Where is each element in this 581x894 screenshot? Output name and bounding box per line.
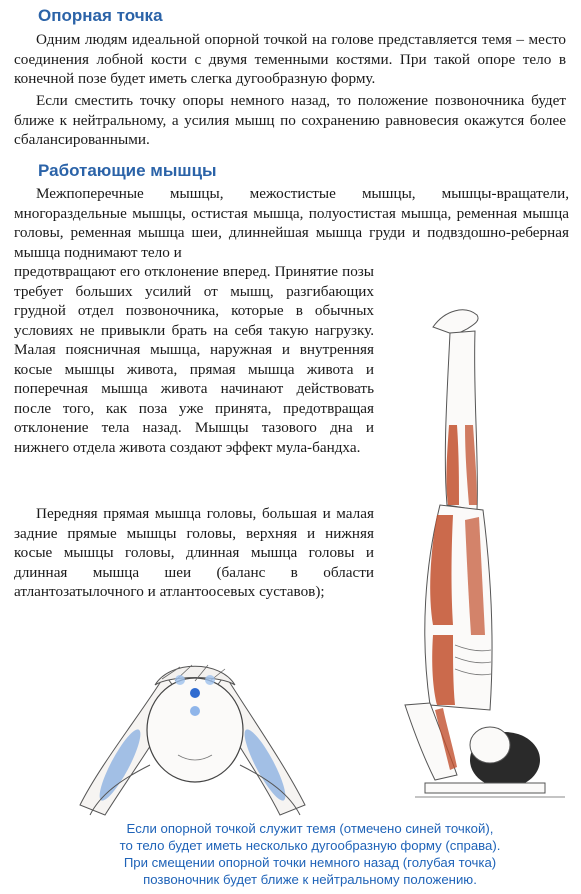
rear-point-light	[190, 706, 200, 716]
head-profile	[470, 727, 510, 763]
headstand-figure-illustration	[395, 305, 580, 815]
back-muscles-lower	[432, 635, 455, 705]
section-heading-support-point: Опорная точка	[38, 6, 163, 25]
paragraph-muscles-1-narrow: предотвращают его отклонение вперед. Принятие позы требует больших усилий от мышц, разгибающих грудной отдел позвоночника, которые в обычных условиях не привыкли брать на себя такую нагрузку. Малая поясничная мышца, наружная и внутренняя косые мышцы живота, прямая мышца живота и поперечная мышца живота начинают действовать после того, как поза уже принята, предотвращая отклонение тела назад. Мышцы тазового дна и нижнего отдела живота создают эффект мула-бандха.	[14, 263, 374, 456]
hand-highlight-right	[205, 675, 215, 685]
paragraph-support-point-2: Если сместить точку опоры немного назад, то положение позвоночника будет ближе к нейтральному, а усилия мышц по сохранению равновесия окажутся более сбалансированными.	[14, 92, 566, 148]
paragraph-support-point-1: Одним людям идеальной опорной точкой на голове представляется темя – место соединения лобной кости с двумя теменными костями. При такой опоре тело в конечной позе будет иметь слегка дугообразную форму.	[14, 31, 566, 87]
crown-point-dark	[190, 688, 200, 698]
head-support-illustration	[60, 655, 330, 820]
left-forearm-highlight	[93, 725, 146, 804]
section-heading-working-muscles: Работающие мышцы	[38, 161, 217, 180]
paragraph-muscles-2: Передняя прямая мышца головы, большая и малая задние прямые мышцы головы, верхняя и нижняя косые мышцы головы, длинная мышца головы и длинная мышца шеи (баланс в области атлантозатылочного и атлантоосевых суставов);	[14, 505, 374, 600]
leg-muscle-left	[446, 425, 459, 505]
hand-highlight-left	[175, 675, 185, 685]
figure-caption: Если опорной точкой служит темя (отмечено синей точкой), то тело будет иметь несколько дугообразную форму (справа). При смещении опорной точки немного назад (голубая точка) позвоночник будет ближе к нейтральному положению.	[119, 821, 501, 887]
forearm-floor	[425, 783, 545, 793]
paragraph-muscles-1-wide: Межпоперечные мышцы, межостистые мышцы, мышцы-вращатели, многораздельные мышцы, остистая мышца, полуостистая мышца, ременная мышца головы, ременная мышца шеи, длиннейшая мышца груди и подвздошно-реберная мышца поднимают тело и	[14, 185, 569, 261]
